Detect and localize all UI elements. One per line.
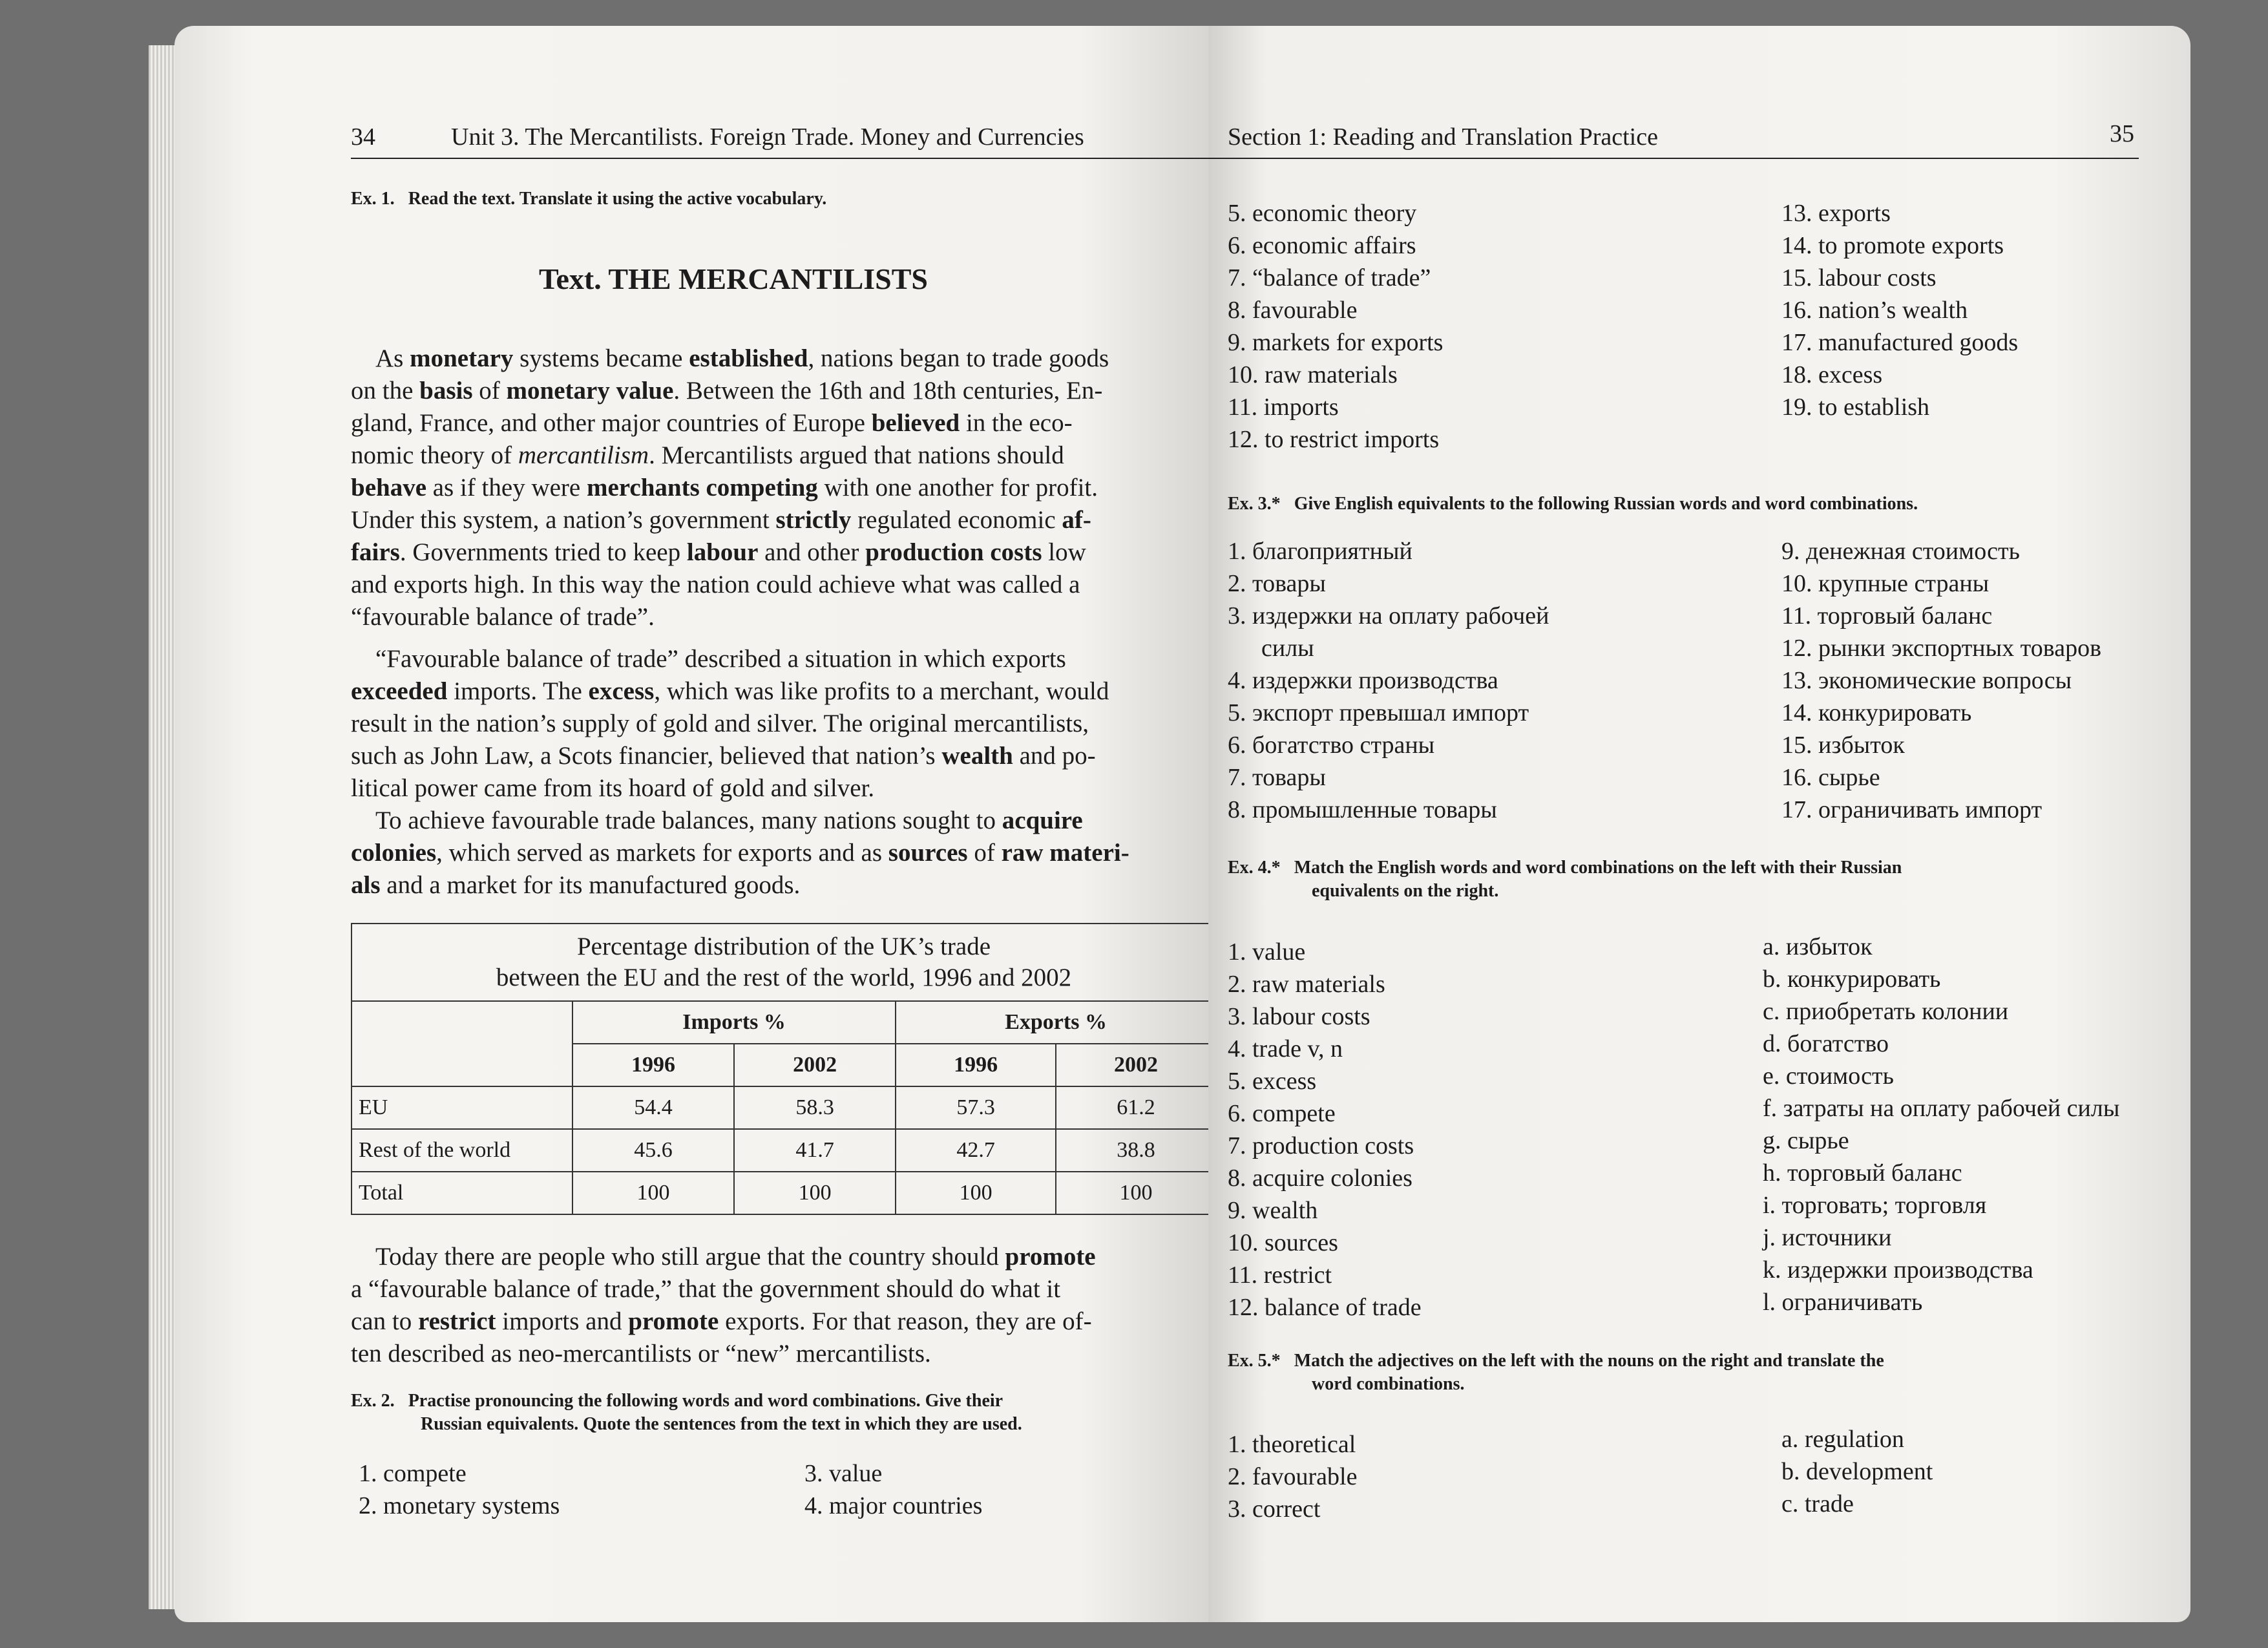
list-item: 8. acquire colonies: [1228, 1165, 1412, 1192]
text-line: “favourable balance of trade”.: [351, 603, 655, 631]
list-item: 11. imports: [1228, 394, 1339, 421]
table-corner: [352, 1001, 572, 1086]
table-cell: 100: [1056, 1172, 1208, 1214]
list-item: 17. ограничивать импорт: [1781, 796, 2042, 823]
table-caption-line-2: between the EU and the rest of the world, 1996 and 2002: [496, 964, 1072, 991]
vocabulary-term: production costs: [865, 538, 1042, 566]
list-item: l. ограничивать: [1763, 1289, 1923, 1316]
list-item: 5. economic theory: [1228, 200, 1417, 227]
exports-group-header: Exports %: [896, 1001, 1208, 1044]
list-item: 14. конкурировать: [1781, 699, 1972, 726]
list-item: 19. to establish: [1781, 394, 1930, 421]
list-item: 3. value: [804, 1460, 883, 1487]
table-cell: 100: [572, 1172, 734, 1214]
list-item: 9. markets for exports: [1228, 329, 1444, 356]
vocabulary-term: fairs: [351, 538, 400, 566]
ex2-instruction-line-2: Russian equivalents. Quote the sentences from the text in which they are used.: [421, 1414, 1022, 1434]
list-item: 2. raw materials: [1228, 971, 1385, 998]
list-item: 18. excess: [1781, 361, 1883, 388]
text-line: als and a market for its manufactured goods.: [351, 871, 801, 899]
list-item: 13. exports: [1781, 200, 1891, 227]
text-line: such as John Law, a Scots financier, believed that nation’s wealth and po-: [351, 742, 1096, 770]
list-item: 16. nation’s wealth: [1781, 297, 1968, 324]
table-cell: 45.6: [572, 1129, 734, 1172]
list-item: 10. sources: [1228, 1229, 1338, 1256]
ex1-instruction: Read the text. Translate it using the active vocabulary.: [408, 189, 827, 209]
text-line: Under this system, a nation’s government strictly regulated economic af-: [351, 506, 1091, 534]
ex2-list-col1: [359, 1457, 560, 1522]
text-line: Today there are people who still argue that the country should promote: [375, 1243, 1096, 1271]
list-item: 10. raw materials: [1228, 361, 1398, 388]
table-caption-line-1: Percentage distribution of the UK’s trade: [576, 933, 991, 960]
year-header: 2002: [1056, 1044, 1208, 1086]
list-item: 2. favourable: [1228, 1463, 1358, 1490]
list-item: 8. favourable: [1228, 297, 1358, 324]
ex5-instruction-line-2: word combinations.: [1312, 1374, 1465, 1394]
ex1-heading: [351, 187, 826, 211]
open-book: [174, 26, 2190, 1622]
page-number-right: 35: [2110, 120, 2134, 147]
list-item: 1. value: [1228, 938, 1306, 966]
list-item: h. торговый баланс: [1763, 1159, 1962, 1187]
table-cell: 100: [734, 1172, 896, 1214]
table-caption: [352, 924, 1208, 1001]
list-item: 9. wealth: [1228, 1197, 1318, 1224]
vocabulary-term: exceeded: [351, 677, 448, 705]
list-item: 1. благоприятный: [1228, 538, 1412, 565]
list-item: 12. to restrict imports: [1228, 426, 1440, 453]
table-cell: 57.3: [896, 1086, 1056, 1129]
list-item: 8. промышленные товары: [1228, 796, 1497, 823]
vocabulary-term: raw materi-: [1001, 839, 1129, 867]
table-cell: 100: [896, 1172, 1056, 1214]
ex5-col2: [1781, 1423, 1933, 1520]
list-item: d. богатство: [1763, 1030, 1889, 1057]
list-item: a. regulation: [1781, 1426, 1904, 1453]
list-item: 6. economic affairs: [1228, 232, 1416, 259]
ex1-number: Ex. 1.: [351, 189, 395, 209]
list-item: 11. restrict: [1228, 1262, 1332, 1289]
ex4-instruction-line-1: Match the English words and word combinations on the left with their Russian: [1294, 858, 1902, 878]
ex2-instruction-line-1: Practise pronouncing the following words and word combinations. Give their: [408, 1391, 1003, 1411]
paragraph-2: [351, 643, 1208, 805]
list-item: 7. production costs: [1228, 1132, 1414, 1159]
vocabulary-term: excess: [588, 677, 655, 705]
text-line: a “favourable balance of trade,” that the government should do what it: [351, 1275, 1061, 1303]
vocabulary-term: believed: [871, 409, 960, 437]
list-item: 12. рынки экспортных товаров: [1781, 635, 2102, 662]
table-row: [352, 1086, 1208, 1129]
list-item: 1. compete: [359, 1460, 467, 1487]
table-row: [352, 1129, 1208, 1172]
imports-group-header: Imports %: [572, 1001, 896, 1044]
ex3-col2: [1781, 535, 2101, 826]
list-item: a. избыток: [1763, 933, 1873, 960]
vocabulary-term: promote: [1005, 1243, 1096, 1271]
list-item: 3. correct: [1228, 1495, 1321, 1523]
vocabulary-term: monetary value: [506, 377, 674, 405]
table-row: [352, 1172, 1208, 1214]
row-label: Total: [352, 1172, 572, 1214]
list-item: 2. monetary systems: [359, 1492, 560, 1519]
ex4-number: Ex. 4.*: [1228, 858, 1281, 878]
list-item: j. источники: [1763, 1224, 1892, 1251]
list-item: 6. богатство страны: [1228, 732, 1435, 759]
vocabulary-term: als: [351, 871, 381, 899]
ex2-heading: [351, 1389, 1208, 1436]
list-item: k. издержки производства: [1763, 1256, 2033, 1284]
list-item: 3. издержки на оплату рабочей: [1228, 602, 1549, 629]
vocabulary-term: monetary: [410, 344, 514, 372]
table-cell: 41.7: [734, 1129, 896, 1172]
list-item: 10. крупные страны: [1781, 570, 1990, 597]
vocabulary-term: basis: [419, 377, 473, 405]
paragraph-1: [351, 343, 1208, 633]
list-item: 9. денежная стоимость: [1781, 538, 2020, 565]
text-line: ten described as neo-mercantilists or “new” mercantilists.: [351, 1340, 931, 1368]
ex5-col1: [1228, 1428, 1357, 1525]
text-line: and exports high. In this way the nation could achieve what was called a: [351, 571, 1080, 598]
text-line: As monetary systems became established, nations began to trade goods: [375, 344, 1109, 372]
list-item: e. стоимость: [1763, 1062, 1894, 1090]
list-item: силы: [1261, 635, 1314, 662]
list-item: 5. экспорт превышал импорт: [1228, 699, 1529, 726]
list-item: g. сырье: [1763, 1127, 1849, 1154]
vocabulary-term: colonies: [351, 839, 437, 867]
list-item: 17. manufactured goods: [1781, 329, 2019, 356]
list-item: 15. избыток: [1781, 732, 1905, 759]
list-item: 13. экономические вопросы: [1781, 667, 2072, 694]
vocabulary-term: restrict: [417, 1307, 496, 1335]
page-edges: [149, 45, 174, 1609]
ex3-heading: [1228, 492, 1918, 516]
row-label: EU: [352, 1086, 572, 1129]
list-item: 12. balance of trade: [1228, 1294, 1422, 1321]
vocabulary-term: established: [689, 344, 808, 372]
vocabulary-term: acquire: [1002, 807, 1083, 834]
list-item: 5. excess: [1228, 1068, 1317, 1095]
list-item: 4. major countries: [804, 1492, 983, 1519]
list-item: c. trade: [1781, 1490, 1854, 1517]
table-cell: 54.4: [572, 1086, 734, 1129]
vocabulary-term: behave: [351, 474, 426, 502]
table-cell: 38.8: [1056, 1129, 1208, 1172]
text-line: “Favourable balance of trade” described a situation in which exports: [375, 645, 1066, 673]
vocabulary-term: labour: [686, 538, 759, 566]
vocabulary-term: wealth: [941, 742, 1013, 770]
italic-term: mercantilism: [518, 441, 649, 469]
text-line: To achieve favourable trade balances, many nations sought to acquire: [375, 807, 1083, 834]
text-line: nomic theory of mercantilism. Mercantilists argued that nations should: [351, 441, 1064, 469]
list-item: 15. labour costs: [1781, 264, 1937, 291]
ex3-instruction: Give English equivalents to the following Russian words and word combinations.: [1294, 494, 1918, 514]
vocabulary-term: promote: [628, 1307, 719, 1335]
text-line: behave as if they were merchants competing with one another for profit.: [351, 474, 1098, 502]
year-header: 1996: [572, 1044, 734, 1086]
ex5-instruction-line-1: Match the adjectives on the left with the nouns on the right and translate the: [1294, 1351, 1884, 1371]
text-line: litical power came from its hoard of gold and silver.: [351, 774, 875, 802]
ex5-number: Ex. 5.*: [1228, 1351, 1281, 1371]
header-rule-right: [1208, 158, 2139, 159]
text-line: exceeded imports. The excess, which was like profits to a merchant, would: [351, 677, 1109, 705]
text-line: fairs. Governments tried to keep labour and other production costs low: [351, 538, 1086, 566]
year-header: 1996: [896, 1044, 1056, 1086]
table-cell: 42.7: [896, 1129, 1056, 1172]
list-item: f. затраты на оплату рабочей силы: [1763, 1095, 2120, 1122]
ex3-col1: [1228, 535, 1549, 826]
text-line: can to restrict imports and promote exports. For that reason, they are of-: [351, 1307, 1092, 1335]
text-line: result in the nation’s supply of gold and silver. The original mercantilists,: [351, 710, 1089, 737]
trade-table: [351, 923, 1208, 1215]
header-rule-left: [351, 158, 1208, 159]
ex4-col2: [1763, 931, 2119, 1318]
list-item: 7. товары: [1228, 764, 1326, 791]
text-title: Text. THE MERCANTILISTS: [539, 262, 928, 295]
running-head-left: Unit 3. The Mercantilists. Foreign Trade. Money and Currencies: [451, 123, 1084, 151]
list-item: i. торговать; торговля: [1763, 1192, 1987, 1219]
ex2-number: Ex. 2.: [351, 1391, 395, 1411]
page-number-left: 34: [351, 123, 375, 151]
list-item: c. приобретать колонии: [1763, 998, 2009, 1025]
list-item: 16. сырье: [1781, 764, 1880, 791]
text-line: on the basis of monetary value. Between the 16th and 18th centuries, En-: [351, 377, 1103, 405]
ex4-instruction-line-2: equivalents on the right.: [1312, 881, 1499, 901]
paragraph-4: [351, 1241, 1208, 1370]
list-item: 7. “balance of trade”: [1228, 264, 1431, 291]
ex4-heading: [1228, 856, 2165, 903]
row-label: Rest of the world: [352, 1129, 572, 1172]
ex2-list-col2: [804, 1457, 982, 1522]
vocabulary-term: sources: [888, 839, 968, 867]
text-line: gland, France, and other major countries of Europe believed in the eco-: [351, 409, 1073, 437]
list-item: b. development: [1781, 1458, 1933, 1485]
year-header: 2002: [734, 1044, 896, 1086]
ex3-number: Ex. 3.*: [1228, 494, 1281, 514]
left-page: [174, 26, 1208, 1622]
running-head-right: Section 1: Reading and Translation Practice: [1228, 123, 1658, 151]
vocabulary-term: af-: [1062, 506, 1091, 534]
list-item: 4. издержки производства: [1228, 667, 1498, 694]
list-item: b. конкурировать: [1763, 966, 1941, 993]
list-item: 1. theoretical: [1228, 1431, 1356, 1458]
list-item: 2. товары: [1228, 570, 1326, 597]
list-item: 4. trade v, n: [1228, 1035, 1343, 1062]
ex2-cont-col1: [1228, 197, 1443, 456]
paragraph-3: [351, 805, 1208, 902]
list-item: 11. торговый баланс: [1781, 602, 1993, 629]
ex5-heading: [1228, 1349, 2165, 1396]
list-item: 3. labour costs: [1228, 1003, 1370, 1030]
vocabulary-term: merchants competing: [586, 474, 818, 502]
list-item: 6. compete: [1228, 1100, 1336, 1127]
text-line: colonies, which served as markets for exports and as sources of raw materi-: [351, 839, 1129, 867]
vocabulary-term: strictly: [775, 506, 852, 534]
ex2-cont-col2: [1781, 197, 2018, 423]
list-item: 14. to promote exports: [1781, 232, 2004, 259]
right-page: [1208, 26, 2190, 1622]
ex4-col1: [1228, 936, 1422, 1324]
table-cell: 61.2: [1056, 1086, 1208, 1129]
table-cell: 58.3: [734, 1086, 896, 1129]
